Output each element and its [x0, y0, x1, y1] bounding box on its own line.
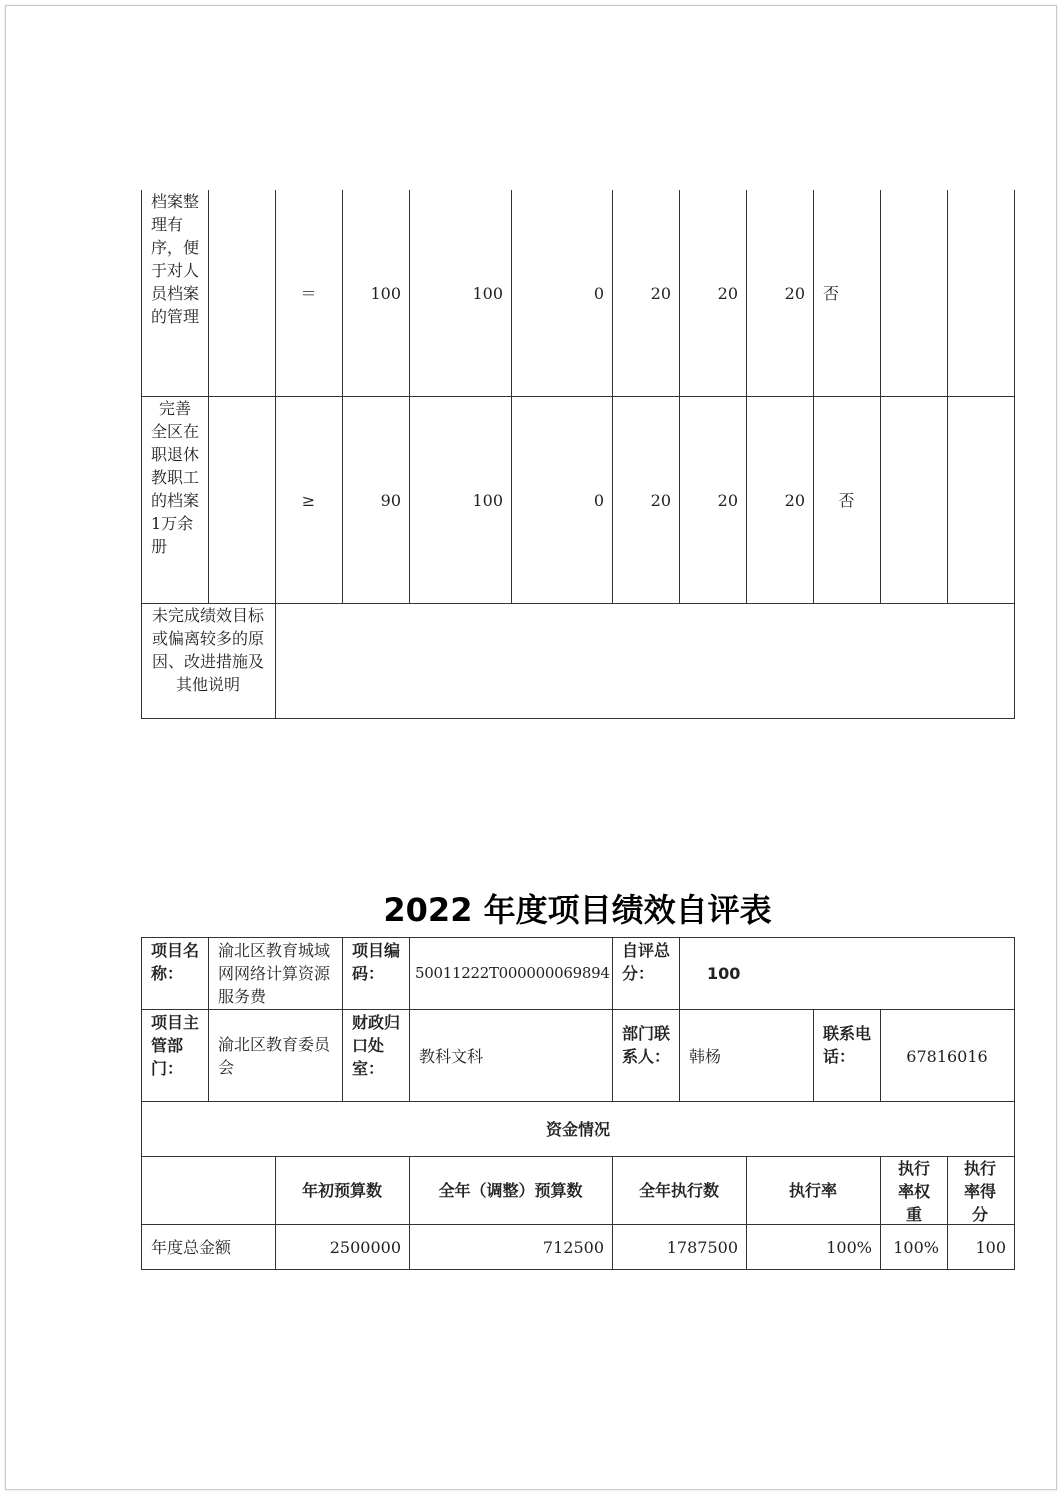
funds-header: 执行率权重	[897, 1159, 930, 1224]
project-name-value: 渝北区教育城域网网络计算资源服务费	[218, 941, 331, 1006]
weight-value: 20	[650, 284, 671, 303]
funds-value: 2500000	[329, 1238, 401, 1257]
note-value	[285, 604, 1005, 718]
project-code-label: 项目编码：	[352, 941, 401, 983]
funds-value: 100%	[893, 1238, 939, 1257]
funds-header: 年初预算数	[301, 1181, 382, 1200]
score-b-value: 20	[784, 491, 805, 510]
funds-header: 全年（调整）预算数	[438, 1181, 583, 1200]
project-name-label: 项目名称：	[151, 941, 200, 983]
score-b-value: 20	[784, 284, 805, 303]
funds-header: 全年执行数	[638, 1181, 719, 1200]
page-title: 2022 年度项目绩效自评表	[383, 891, 772, 929]
self-score-label: 自评总分：	[622, 941, 671, 983]
contact-label: 部门联系人：	[622, 1024, 671, 1066]
deviation-value: 0	[593, 284, 604, 303]
funds-header: 执行率	[788, 1181, 837, 1200]
actual-value: 100	[472, 284, 503, 303]
funds-value: 100%	[826, 1238, 872, 1257]
indicator-text: 完善全区在职退休教职工的档案1万余册	[151, 399, 200, 556]
phone-label: 联系电话：	[823, 1024, 872, 1066]
funds-header: 执行率得分	[963, 1159, 996, 1224]
finance-dept-label: 财政归口处室：	[352, 1013, 401, 1078]
operator: ≥	[301, 491, 316, 510]
flag-value: 否	[838, 491, 855, 510]
self-score-value: 100	[707, 964, 741, 983]
funds-value: 712500	[542, 1238, 604, 1257]
contact-value: 韩杨	[689, 1047, 722, 1066]
deviation-value: 0	[593, 491, 604, 510]
note-label: 未完成绩效目标或偏离较多的原因、改进措施及其他说明	[151, 606, 264, 694]
funds-value: 100	[975, 1238, 1006, 1257]
dept-value: 渝北区教育委员会	[218, 1035, 331, 1077]
project-code-value: 50011222T000000069894	[415, 964, 610, 982]
funds-section-title: 资金情况	[545, 1120, 610, 1139]
funds-value: 1787500	[666, 1238, 738, 1257]
actual-value: 100	[472, 491, 503, 510]
indicator-text: 档案整理有序，便于对人员档案的管理	[151, 192, 200, 326]
funds-row-label: 年度总金额	[151, 1238, 232, 1257]
table-row	[141, 397, 1015, 603]
score-a-value: 20	[717, 284, 738, 303]
dept-label: 项目主管部门：	[151, 1013, 200, 1078]
table-row	[141, 190, 1015, 396]
score-a-value: 20	[717, 491, 738, 510]
finance-dept-value: 教科文科	[419, 1047, 484, 1066]
target-value: 90	[380, 491, 401, 510]
operator: ＝	[300, 284, 317, 303]
weight-value: 20	[650, 491, 671, 510]
target-value: 100	[370, 284, 401, 303]
phone-value: 67816016	[906, 1047, 988, 1066]
flag-value: 否	[823, 284, 840, 303]
